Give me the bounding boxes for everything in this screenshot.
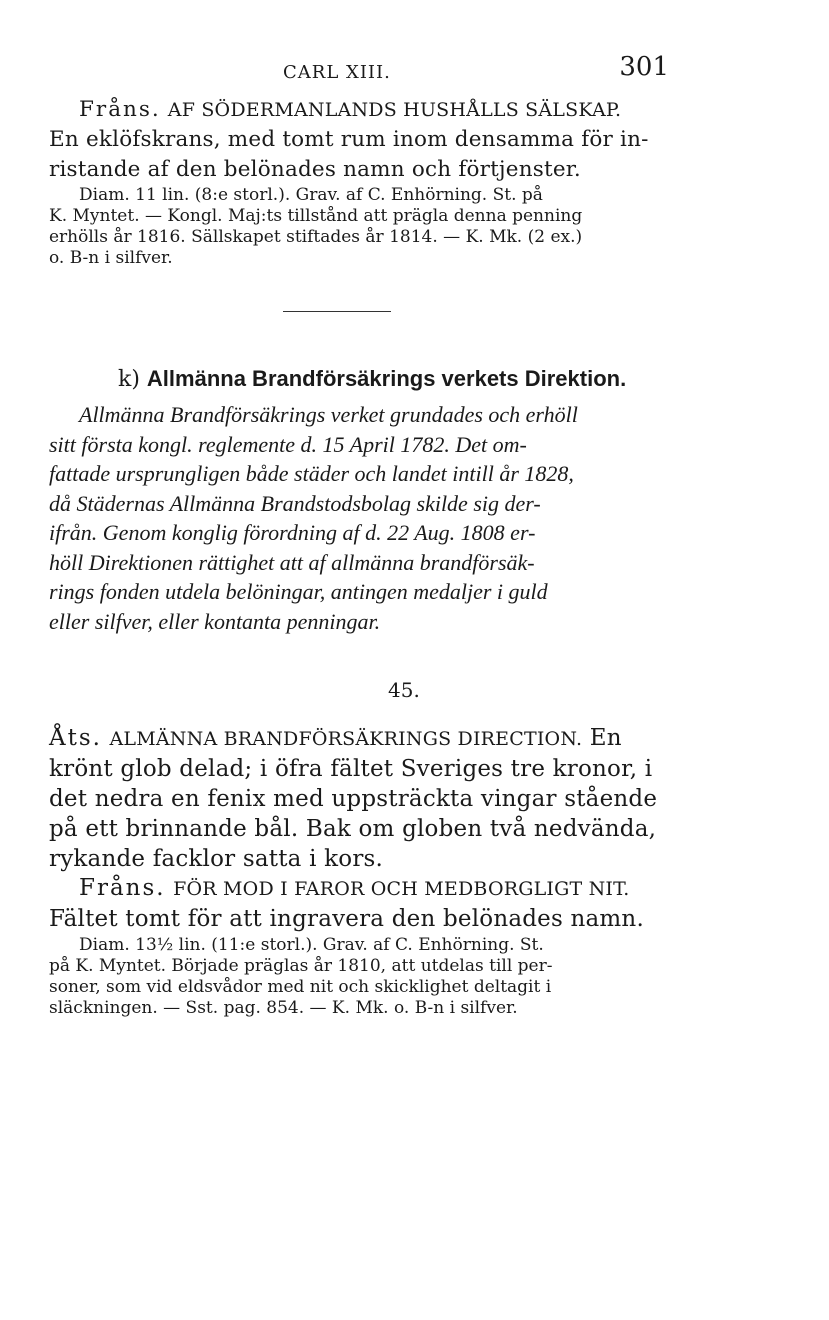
history-line: sitt första kongl. reglemente d. 15 April 1782. Det om- bbox=[49, 431, 527, 457]
item-note-line: soner, som vid eldsvådor med nit och skicklighet deltagit i bbox=[49, 977, 552, 997]
reverse-first-line bbox=[49, 873, 781, 904]
history-line: eller silfver, eller kontanta penningar. bbox=[49, 608, 381, 634]
item-note-line: släckningen. — Sst. pag. 854. — K. Mk. o. B-n i silfver. bbox=[49, 998, 518, 1018]
reverse-line: Fältet tomt för att ingravera den belönades namn. bbox=[49, 906, 644, 932]
entry-1-description bbox=[49, 95, 781, 185]
item-note-line: Diam. 13½ lin. (11:e storl.). Grav. af C. Enhörning. St. bbox=[79, 935, 544, 955]
obverse-line: det nedra en fenix med uppsträckta vingar stående bbox=[49, 786, 658, 812]
note-line: K. Myntet. — Kongl. Maj:ts tillstånd att prägla denna penning bbox=[49, 206, 583, 226]
obverse-line: på ett brinnande bål. Bak om globen två nedvända, bbox=[49, 816, 657, 842]
item-note-line: på K. Myntet. Började präglas år 1810, att utdelas till per- bbox=[49, 956, 553, 976]
item-reverse bbox=[49, 873, 781, 934]
reverse-label: Fråns. bbox=[79, 875, 166, 901]
history-line: då Städernas Allmänna Brandstodsbolag skilde sig der- bbox=[49, 490, 541, 516]
section-title: Allmänna Brandförsäkrings verkets Direktion. bbox=[146, 366, 627, 391]
note-line: erhölls år 1816. Sällskapet stiftades år 1814. — K. Mk. (2 ex.) bbox=[49, 227, 583, 247]
page-number: 301 bbox=[619, 52, 669, 82]
item-notes bbox=[49, 935, 781, 1019]
history-line: rings fonden utdela belöningar, antingen medaljer i guld bbox=[49, 579, 548, 604]
history-paragraph bbox=[49, 400, 781, 636]
reverse-inscription: FÖR MOD I FAROR OCH MEDBORGLIGT NIT. bbox=[173, 878, 630, 900]
section-marker: k) bbox=[118, 367, 140, 392]
reverse-inscription: AF SÖDERMANLANDS HUSHÅLLS SÄLSKAP. bbox=[167, 99, 622, 121]
obverse-first-word: En bbox=[589, 725, 622, 751]
history-line: Allmänna Brandförsäkrings verket grundades och erhöll bbox=[79, 402, 578, 427]
section-heading bbox=[118, 366, 626, 392]
obverse-first-line bbox=[49, 723, 781, 754]
running-head: CARL XIII. bbox=[283, 62, 391, 83]
obverse-label: Åts. bbox=[49, 725, 102, 751]
item-obverse bbox=[49, 723, 781, 874]
reverse-label: Fråns. bbox=[79, 97, 161, 122]
history-line: höll Direktionen rättighet att af allmänna brandförsäk- bbox=[49, 549, 535, 575]
note-line: Diam. 11 lin. (8:e storl.). Grav. af C. Enhörning. St. på bbox=[79, 185, 543, 205]
obverse-line: krönt glob delad; i öfra fältet Sveriges tre kronor, i bbox=[49, 756, 653, 782]
page-header bbox=[0, 52, 829, 92]
history-line: fattade ursprungligen både städer och landet intill år 1828, bbox=[49, 461, 574, 486]
note-line: o. B-n i silfver. bbox=[49, 248, 173, 268]
obverse-line: rykande facklor satta i kors. bbox=[49, 846, 384, 872]
text-line: En eklöfskrans, med tomt rum inom densamma för in- bbox=[49, 127, 649, 152]
item-number: 45. bbox=[388, 678, 420, 702]
entry-1-reverse-line bbox=[49, 95, 781, 125]
section-divider bbox=[283, 311, 391, 312]
entry-1-notes bbox=[49, 185, 781, 269]
obverse-inscription: ALMÄNNA BRANDFÖRSÄKRINGS DIRECTION. bbox=[109, 728, 583, 750]
text-line: ristande af den belönades namn och förtjenster. bbox=[49, 157, 581, 182]
history-line: ifrån. Genom konglig förordning af d. 22 Aug. 1808 er- bbox=[49, 520, 536, 545]
